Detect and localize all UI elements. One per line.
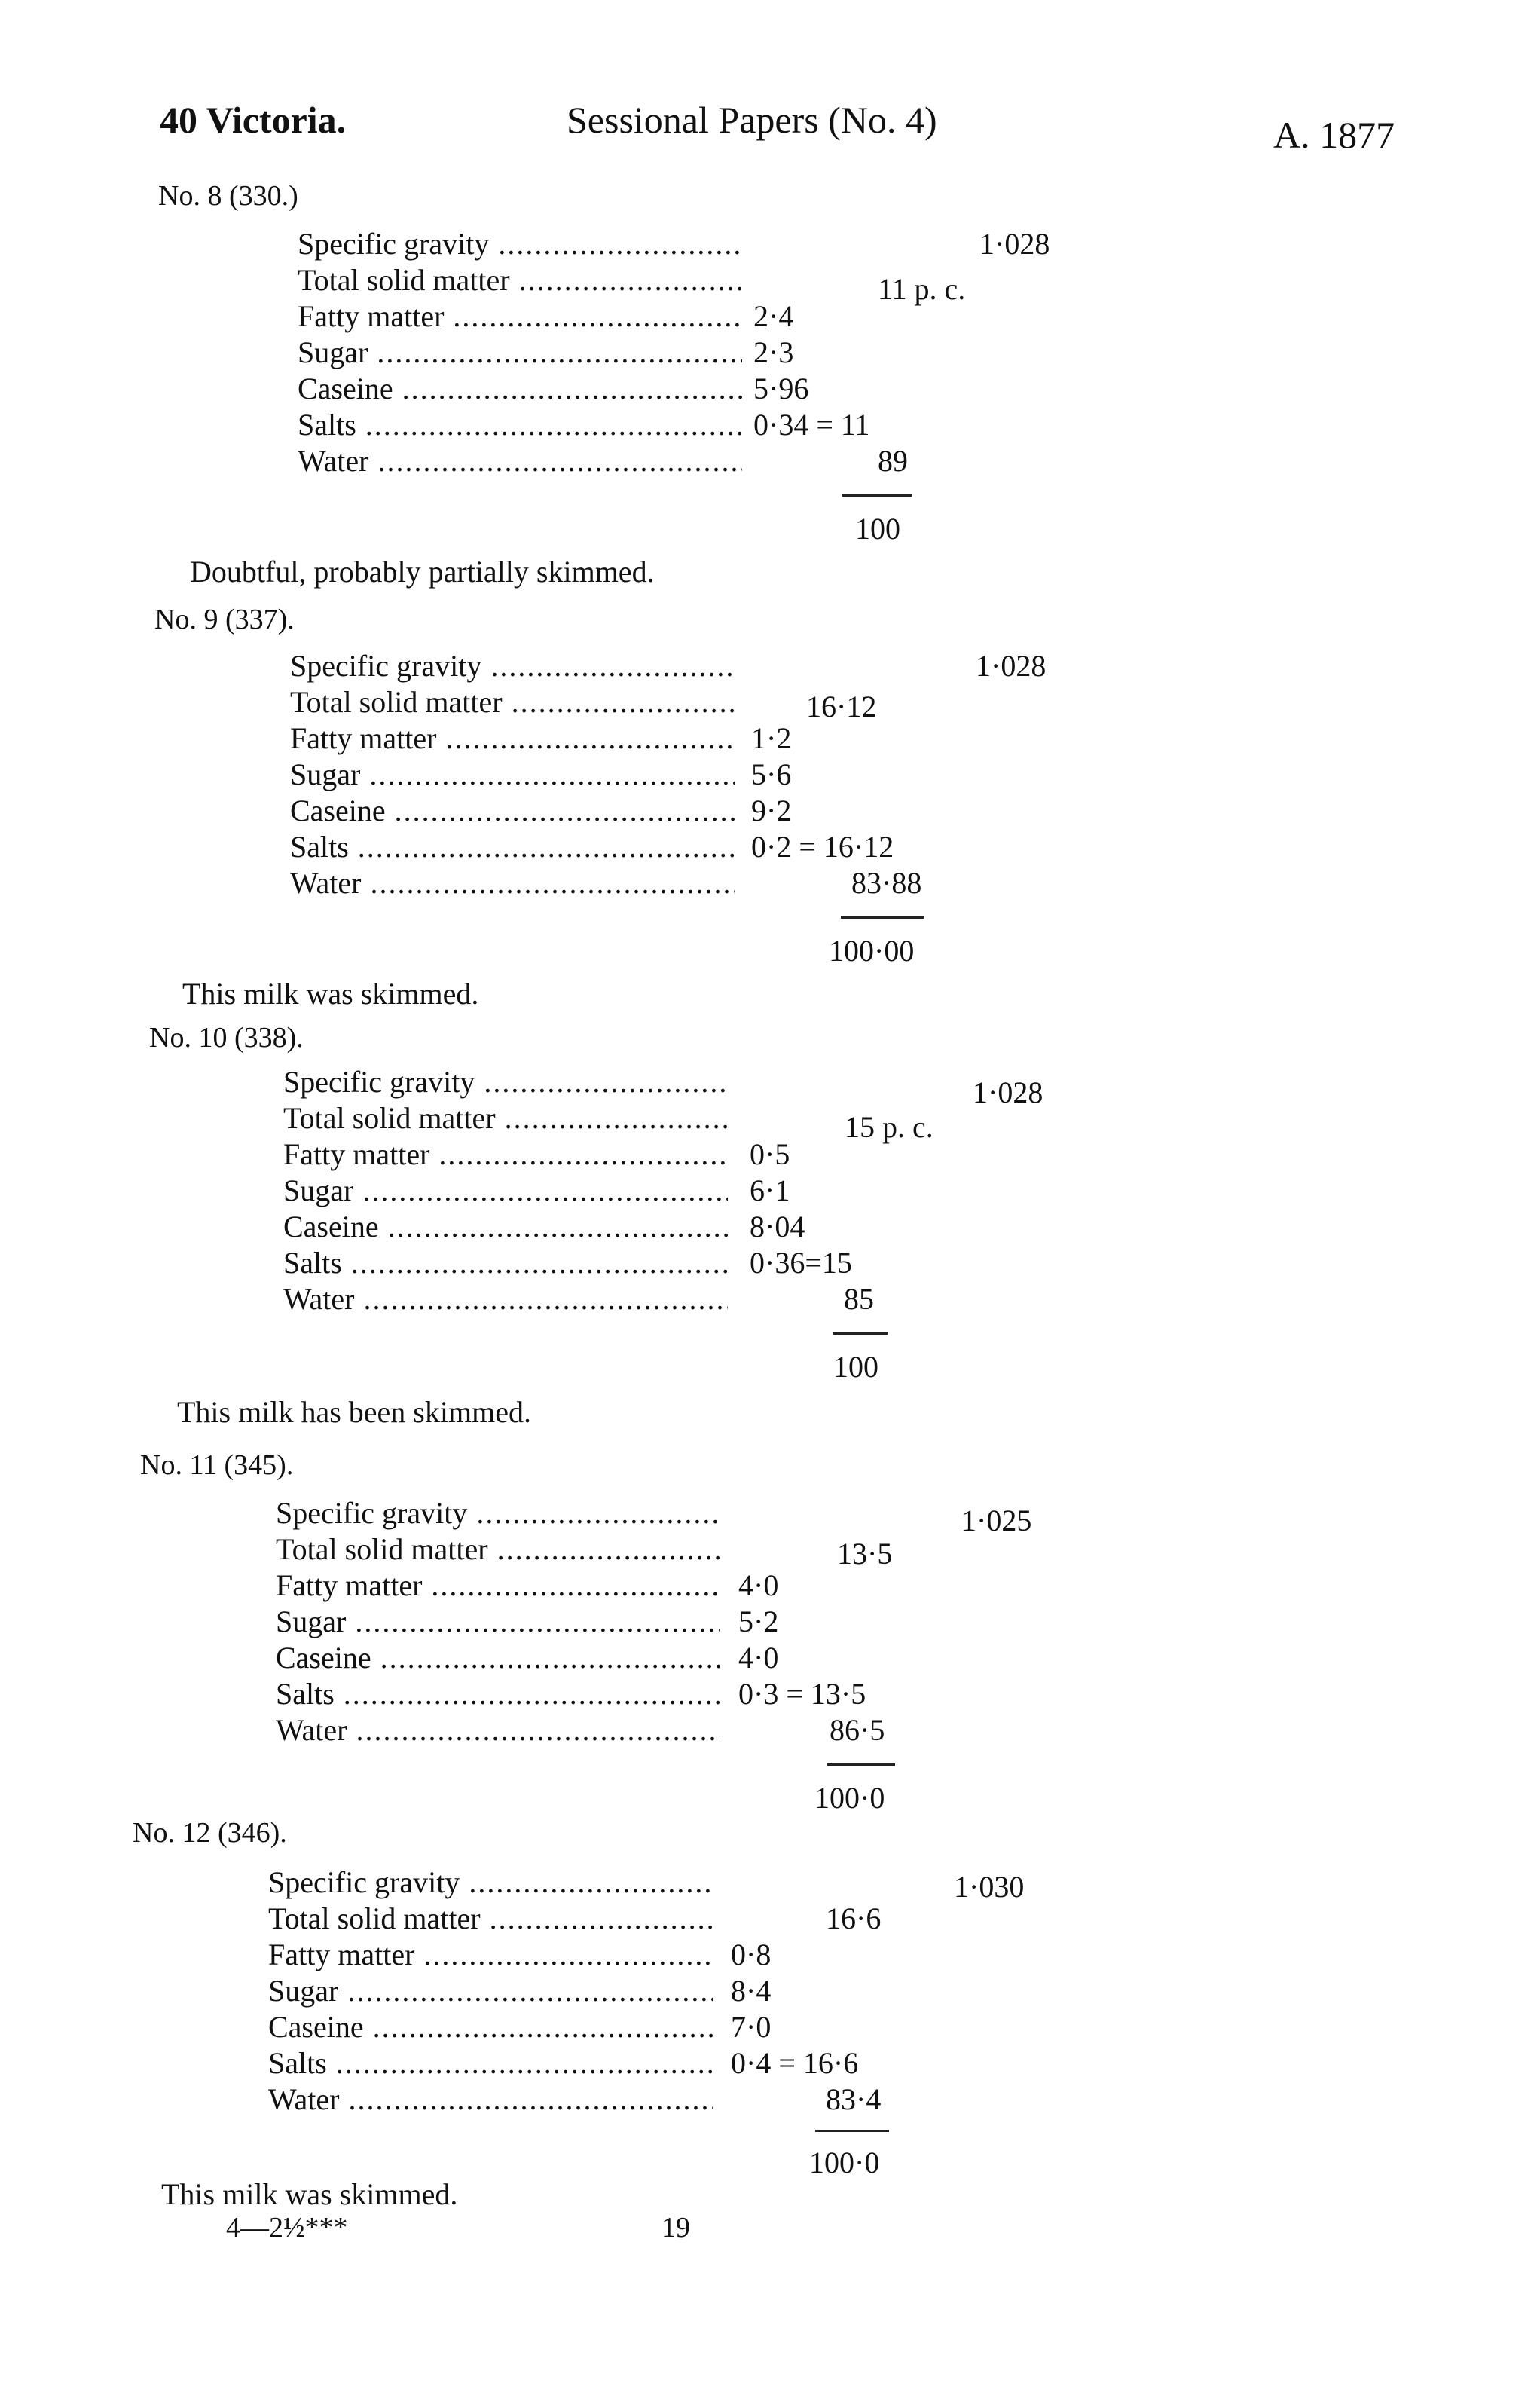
sample-note: This milk has been skimmed. xyxy=(177,1395,531,1429)
row-fatty: Fatty matter ..... 4·0 xyxy=(276,1568,720,1604)
row-salts: Salts ..... 0·34 = 11 xyxy=(298,407,742,443)
sample-note: Doubtful, probably partially skimmed. xyxy=(190,555,655,589)
row-fatty: Fatty matter ..... 1·2 xyxy=(290,720,735,757)
row-specific-gravity: Specific gravity ..... 1·028 xyxy=(298,226,742,262)
row-caseine: Caseine ..... 5·96 xyxy=(298,371,742,407)
signature-mark: 4—2½*** xyxy=(226,2212,348,2244)
row-sugar: Sugar ..... 8·4 xyxy=(268,1973,713,2009)
row-sugar: Sugar ..... 5·2 xyxy=(276,1604,720,1640)
sample-note: This milk was skimmed. xyxy=(161,2177,458,2211)
sum-rule xyxy=(827,1763,895,1766)
row-sugar: Sugar ..... 5·6 xyxy=(290,757,735,793)
sum-rule xyxy=(842,494,912,497)
row-salts: Salts ..... 0·4 = 16·6 xyxy=(268,2045,713,2082)
sample-title: No. 10 (338). xyxy=(149,1022,304,1054)
row-total-solid: Total solid matter ..... 15 p. c. xyxy=(283,1100,728,1136)
row-caseine: Caseine ..... 9·2 xyxy=(290,793,735,829)
row-salts: Salts ..... 0·3 = 13·5 xyxy=(276,1676,720,1712)
row-fatty: Fatty matter ..... 0·5 xyxy=(283,1136,728,1173)
row-water: Water ..... 89 xyxy=(298,443,742,479)
sum-rule xyxy=(815,2130,889,2132)
row-specific-gravity: Specific gravity ..... 1·028 xyxy=(290,648,735,684)
sample-title: No. 9 (337). xyxy=(154,604,295,635)
header-year: A. 1877 xyxy=(1273,114,1395,156)
row-fatty: Fatty matter ..... 0·8 xyxy=(268,1937,713,1973)
row-specific-gravity: Specific gravity ..... 1·028 xyxy=(283,1064,728,1100)
sample-title: No. 8 (330.) xyxy=(158,180,298,212)
row-specific-gravity: Specific gravity ..... 1·025 xyxy=(276,1495,720,1531)
header-title: Sessional Papers (No. 4) xyxy=(567,99,937,141)
sum-rule xyxy=(833,1332,888,1335)
row-caseine: Caseine ..... 4·0 xyxy=(276,1640,720,1676)
row-water: Water ..... 86·5 xyxy=(276,1712,720,1748)
row-water: Water ..... 83·4 xyxy=(268,2082,713,2118)
row-total-solid: Total solid matter ..... 13·5 xyxy=(276,1531,720,1568)
row-sugar: Sugar ..... 6·1 xyxy=(283,1173,728,1209)
sample-title: No. 12 (346). xyxy=(133,1817,287,1849)
page-number: 19 xyxy=(662,2212,690,2244)
row-caseine: Caseine ..... 7·0 xyxy=(268,2009,713,2045)
row-total-solid: Total solid matter ..... 16·6 xyxy=(268,1901,713,1937)
sum-rule xyxy=(841,916,924,919)
row-salts: Salts ..... 0·36=15 xyxy=(283,1245,728,1281)
row-specific-gravity: Specific gravity ..... 1·030 xyxy=(268,1864,713,1901)
sample-title: No. 11 (345). xyxy=(140,1449,294,1481)
row-caseine: Caseine ..... 8·04 xyxy=(283,1209,728,1245)
row-sugar: Sugar ..... 2·3 xyxy=(298,335,742,371)
row-total-solid: Total solid matter ..... 11 p. c. xyxy=(298,262,742,298)
row-salts: Salts ..... 0·2 = 16·12 xyxy=(290,829,735,865)
row-water: Water ..... 83·88 xyxy=(290,865,735,901)
row-total-solid: Total solid matter ..... 16·12 xyxy=(290,684,735,720)
header-volume: 40 Victoria. xyxy=(160,99,347,141)
row-fatty: Fatty matter ..... 2·4 xyxy=(298,298,742,335)
sample-note: This milk was skimmed. xyxy=(182,977,479,1011)
row-water: Water ..... 85 xyxy=(283,1281,728,1317)
